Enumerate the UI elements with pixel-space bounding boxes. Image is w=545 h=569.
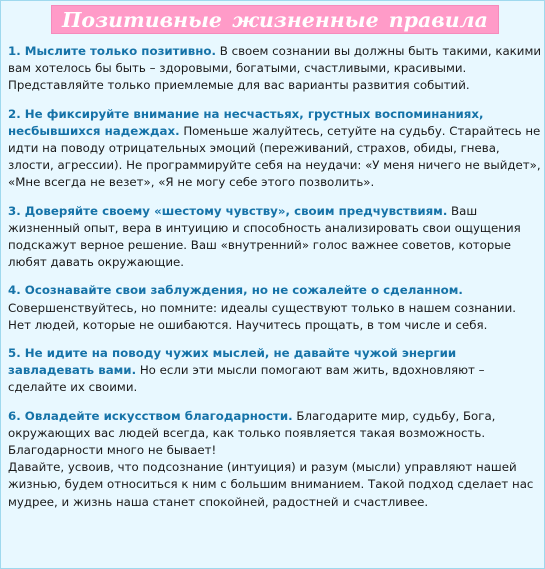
rule-text: В своем сознании вы должны быть такими, какими вам хотелось бы быть – здоровыми, богатыми, счастливыми, красивыми. Представляйте только приемлемые для вас варианты развития событий. [8, 44, 542, 93]
rule-text: Благодарите мир, судьбу, Бога, окружающих вас людей всегда, как только появляется такая возможность. Благодарности много не бывает! [8, 408, 496, 458]
rule-heading: 1. Мыслите только позитивно. [8, 44, 216, 58]
closing-paragraph: Давайте, усвоив, что подсознание (интуиция) и разум (мысли) управляют нашей жизнью, будем относиться к ним с большим вниманием. Такой подход сделает нас мудрее, и жизнь наша станет спокойней, радостней и счастливее. [8, 460, 534, 509]
rule-heading: 4. Осознавайте свои заблуждения, но не сожалейте о сделанном. [8, 283, 463, 298]
rule-6 [8, 408, 542, 460]
rule-3 [8, 203, 542, 272]
rule-4 [8, 282, 542, 334]
rule-2 [8, 106, 542, 192]
rule-text: Но если эти мысли помогают вам жить, вдохновляют – сделайте их своими. [8, 363, 485, 395]
rule-heading: 6. Овладейте искусством благодарности. [8, 408, 293, 423]
rule-text: Совершенствуйтесь, но помните: идеалы существуют только в нашем сознании. Нет людей, которые не ошибаются. Научитесь прощать, в том числе и себя. [8, 300, 517, 332]
rule-heading: 5. Не идите на поводу чужих мыслей, не давайте чужой энергии завладевать вами. [8, 346, 457, 378]
rule-text: Ваш жизненный опыт, вера в интуицию и способность анализировать свои ощущения подскажут верное решение. Ваш «внутренний» голос важнее советов, которые любят давать окружающие. [8, 203, 521, 270]
rule-5 [8, 345, 542, 397]
title-banner [51, 5, 499, 34]
rule-heading: 2. Не фиксируйте внимание на несчастьях, грустных воспоминаниях, несбывшихся надеждах. [8, 106, 484, 138]
rule-heading: 3. Доверяйте своему «шестому чувству», своим предчувствиям. [8, 203, 448, 218]
rule-text: Поменьше жалуйтесь, сетуйте на судьбу. Старайтесь не идти на поводу отрицательных эмоций (переживаний, страхов, обиды, гнева, злости, агрессии). Не программируйте себя на неудачи: «У меня ничего не выйдет», «Мне всегда не везет», «Я не могу себе этого позволить». [8, 123, 541, 190]
page-title: Позитивные жизненные правила [62, 8, 488, 32]
article-content [8, 43, 542, 511]
rule-1 [8, 43, 542, 95]
